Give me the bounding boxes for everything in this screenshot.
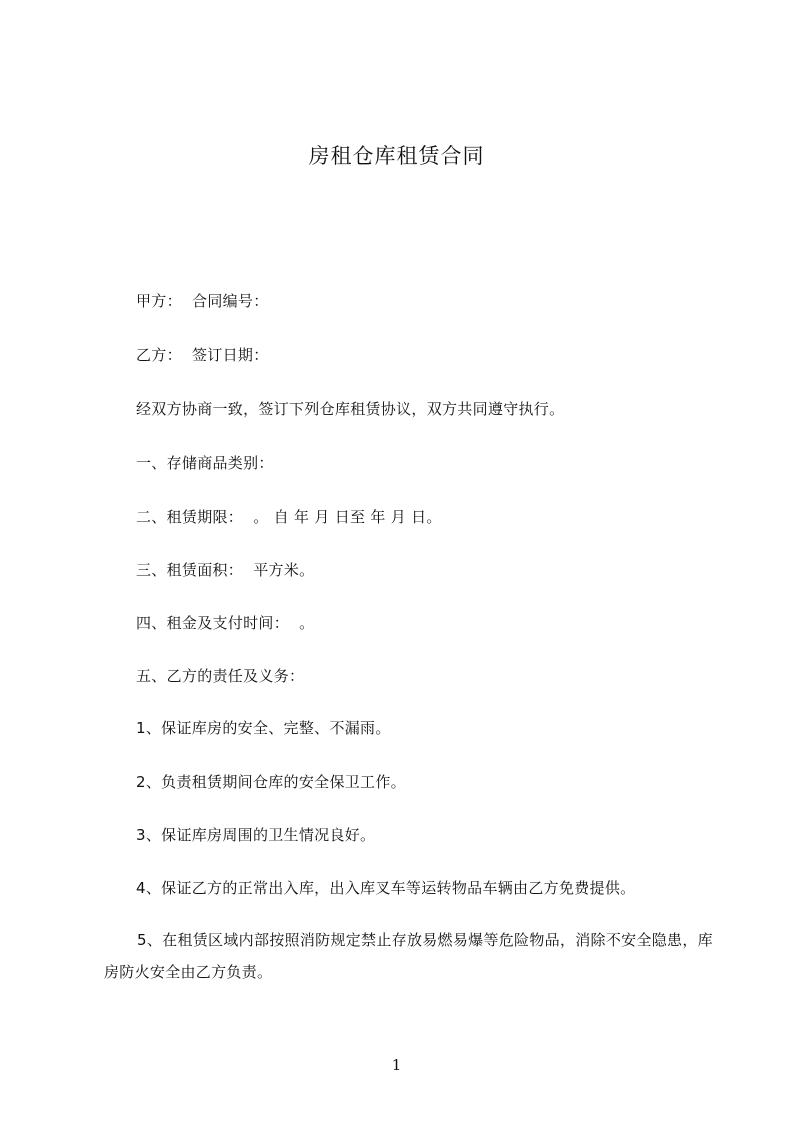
party-b-line: 乙方： 签订日期： [136,346,269,364]
clause-1: 一、存储商品类别： [136,454,274,472]
intro-paragraph: 经双方协商一致，签订下列仓库租赁协议，双方共同遵守执行。 [136,400,565,418]
clause-3: 三、租赁面积： 平方米。 [136,561,315,579]
page-number: 1 [391,1056,402,1074]
clause-2: 二、租赁期限： 。 自 年 月 日至 年 月 日。 [136,508,442,526]
duty-item-5: 5、在租赁区域内部按照消防规定禁止存放易燃易爆等危险物品，消除不安全隐患，库房防火安全由乙方负责。 [104,931,713,981]
duty-item-2: 2、负责租赁期间仓库的安全保卫工作。 [136,773,406,791]
duty-item-1: 1、保证库房的安全、完整、不漏雨。 [136,719,391,737]
clause-4: 四、租金及支付时间： 。 [136,614,315,632]
party-a-line: 甲方： 合同编号： [136,292,269,310]
duty-item-4: 4、保证乙方的正常出入库，出入库叉车等运转物品车辆由乙方免费提供。 [136,879,636,897]
duty-item-3: 3、保证库房周围的卫生情况良好。 [136,826,376,844]
clause-5: 五、乙方的责任及义务： [136,667,305,685]
document-title: 房租仓库租赁合同 [308,144,485,168]
